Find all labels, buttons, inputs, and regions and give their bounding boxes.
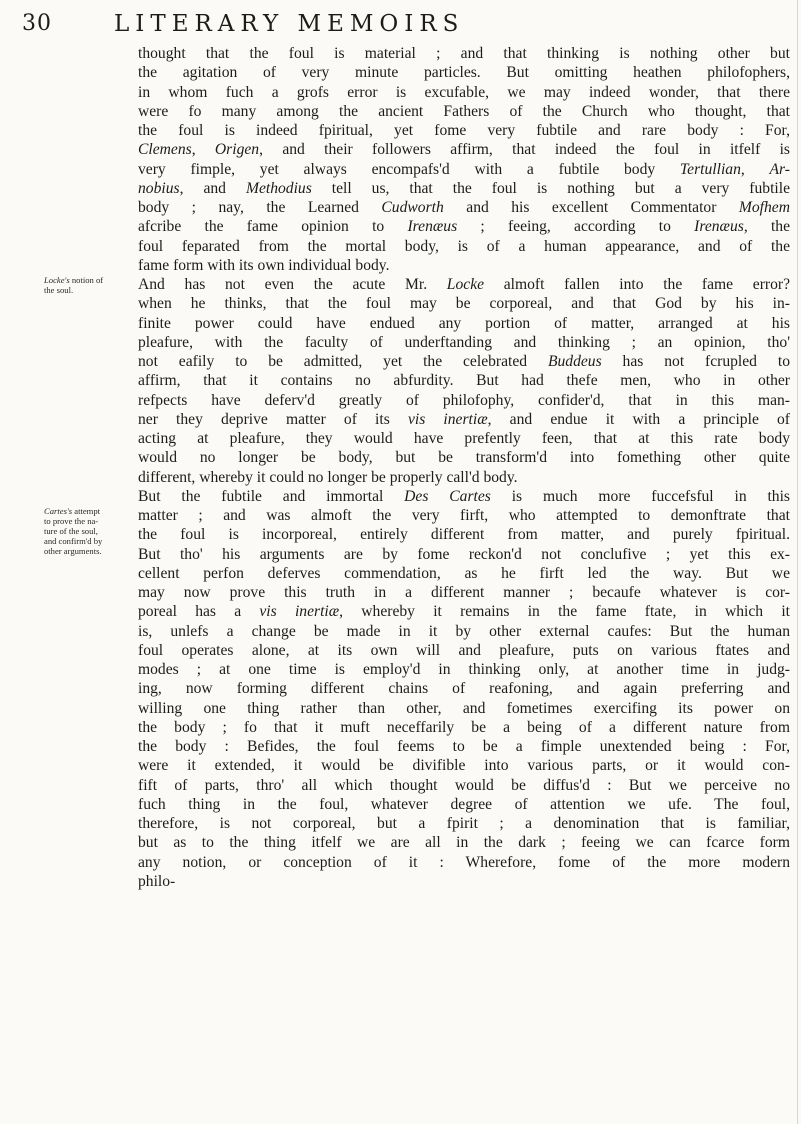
- text-line: ner they deprive matter of its vis inertiæ, and endue it with a principle of: [138, 410, 790, 428]
- text-line: but as to the thing itfelf we are all in the dark ; feeing we can fcarce form: [138, 834, 790, 852]
- text-line: ing, now forming different chains of reafoning, and again preferring and: [138, 680, 790, 698]
- text-line: poreal has a vis inertiæ, whereby it remains in the fame ftate, in which it: [138, 603, 790, 621]
- text-line: cellent perfon deferves commendation, as he firft led the way. But we: [138, 564, 790, 582]
- text-line: the body : Befides, the foul feems to be a fimple unextended being : For,: [138, 738, 790, 755]
- text-line: the body ; fo that it muft neceffarily be a being of a different nature from: [138, 718, 790, 736]
- text-line: matter ; and was almoft the very firft, who attempted to demonftrate that: [138, 507, 790, 524]
- margin-note-line: to prove the na-: [44, 516, 99, 526]
- text-line: body ; nay, the Learned Cudworth and his excellent Commentator Mofhem: [138, 199, 790, 216]
- text-line: pleafure, with the faculty of underftanding and thinking ; an opinion, tho': [138, 333, 790, 351]
- margin-note-cartes: [44, 506, 136, 556]
- text-line: acting at pleafure, they would have prefently feen, that at this rate body: [138, 430, 790, 447]
- text-line: when he thinks, that the foul may be corporeal, and that God by his in-: [138, 295, 790, 313]
- margin-note-line: ture of the soul,: [44, 526, 98, 536]
- text-line: finite power could have endued any portion of matter, arranged at his: [138, 314, 790, 332]
- page-edge: [797, 0, 798, 1124]
- text-line: the agitation of very minute particles. But omitting heathen philofophers,: [138, 64, 790, 82]
- text-line: any notion, or conception of it : Wherefore, fome of the more modern: [138, 853, 790, 871]
- text-line: But tho' his arguments are by fome reckon'd not conclufive ; yet this ex-: [138, 545, 790, 563]
- text-line: is, unlefs a change be made in it by other external caufes: But the human: [138, 622, 790, 640]
- margin-note-line: Locke's notion of: [44, 275, 104, 285]
- text-line: nobius, and Methodius tell us, that the foul is nothing but a very fubtile: [138, 179, 790, 197]
- text-line: fame form with its own individual body.: [138, 256, 390, 274]
- text-line: fuch thing in the foul, whatever degree of attention we ufe. The foul,: [138, 795, 790, 813]
- margin-note-line: the soul.: [44, 285, 74, 295]
- text-line: therefore, is not corporeal, but a fpirit ; a denomination that is familiar,: [138, 815, 790, 832]
- text-line: afcribe the fame opinion to Irenæus ; feeing, according to Irenæus, the: [138, 218, 790, 236]
- text-line: But the fubtile and immortal Des Cartes is much more fuccefsful in this: [138, 487, 790, 505]
- margin-note-line: Cartes's attempt: [44, 506, 101, 516]
- body-text: [138, 44, 790, 891]
- text-line: willing one thing rather than other, and fometimes exercifing its power on: [138, 699, 790, 717]
- text-line: refpects have deferv'd greatly of philofophy, confider'd, that in this man-: [138, 391, 790, 409]
- text-line: in whom fuch a grofs error is excufable, we may indeed wonder, that there: [138, 83, 790, 101]
- text-line: very fimple, yet always encompafs'd with a fubtile body Tertullian, Ar-: [138, 160, 790, 178]
- text-line: fift of parts, thro' all which thought would be diffus'd : But we perceive no: [138, 776, 790, 794]
- text-line: not eafily to be admitted, yet the celebrated Buddeus has not fcrupled to: [138, 353, 790, 370]
- margin-note-line: and confirm'd by: [44, 536, 103, 546]
- text-line: would no longer be body, but be transform'd into fomething other quite: [138, 449, 790, 467]
- page-header: [22, 11, 782, 41]
- text-line: foul feparated from the mortal body, is of a human appearance, and of the: [138, 237, 790, 255]
- margin-note-locke: [44, 275, 136, 295]
- page-number: 30: [22, 11, 52, 36]
- text-line: may now prove this truth in a different manner ; becaufe whatever is cor-: [138, 584, 790, 601]
- text-line: foul operates alone, at its own will and pleafure, puts on various ftates and: [138, 641, 790, 659]
- text-line: affirm, that it contains no abfurdity. But had thefe men, who in other: [138, 372, 790, 390]
- text-line: And has not even the acute Mr. Locke almoft fallen into the fame error?: [138, 276, 790, 293]
- text-line: different, whereby it could no longer be properly call'd body.: [138, 468, 518, 486]
- running-head: LITERARY MEMOIRS: [114, 11, 465, 37]
- text-line: Clemens, Origen, and their followers affirm, that indeed the foul in itfelf is: [138, 141, 790, 159]
- text-line: were fo many among the ancient Fathers of the Church who thought, that: [138, 102, 790, 120]
- text-line: were it extended, it would be divifible into various parts, or it would con-: [138, 757, 790, 775]
- text-line: the foul is incorporeal, entirely different from matter, and purely fpiritual.: [138, 526, 790, 544]
- margin-note-line: other arguments.: [44, 546, 102, 556]
- text-line: modes ; at one time is employ'd in thinking only, at another time in judg-: [138, 661, 790, 678]
- text-line: the foul is indeed fpiritual, yet fome very fubtile and rare body : For,: [138, 122, 790, 139]
- text-line: thought that the foul is material ; and that thinking is nothing other but: [138, 45, 790, 62]
- text-line: philo-: [138, 872, 176, 890]
